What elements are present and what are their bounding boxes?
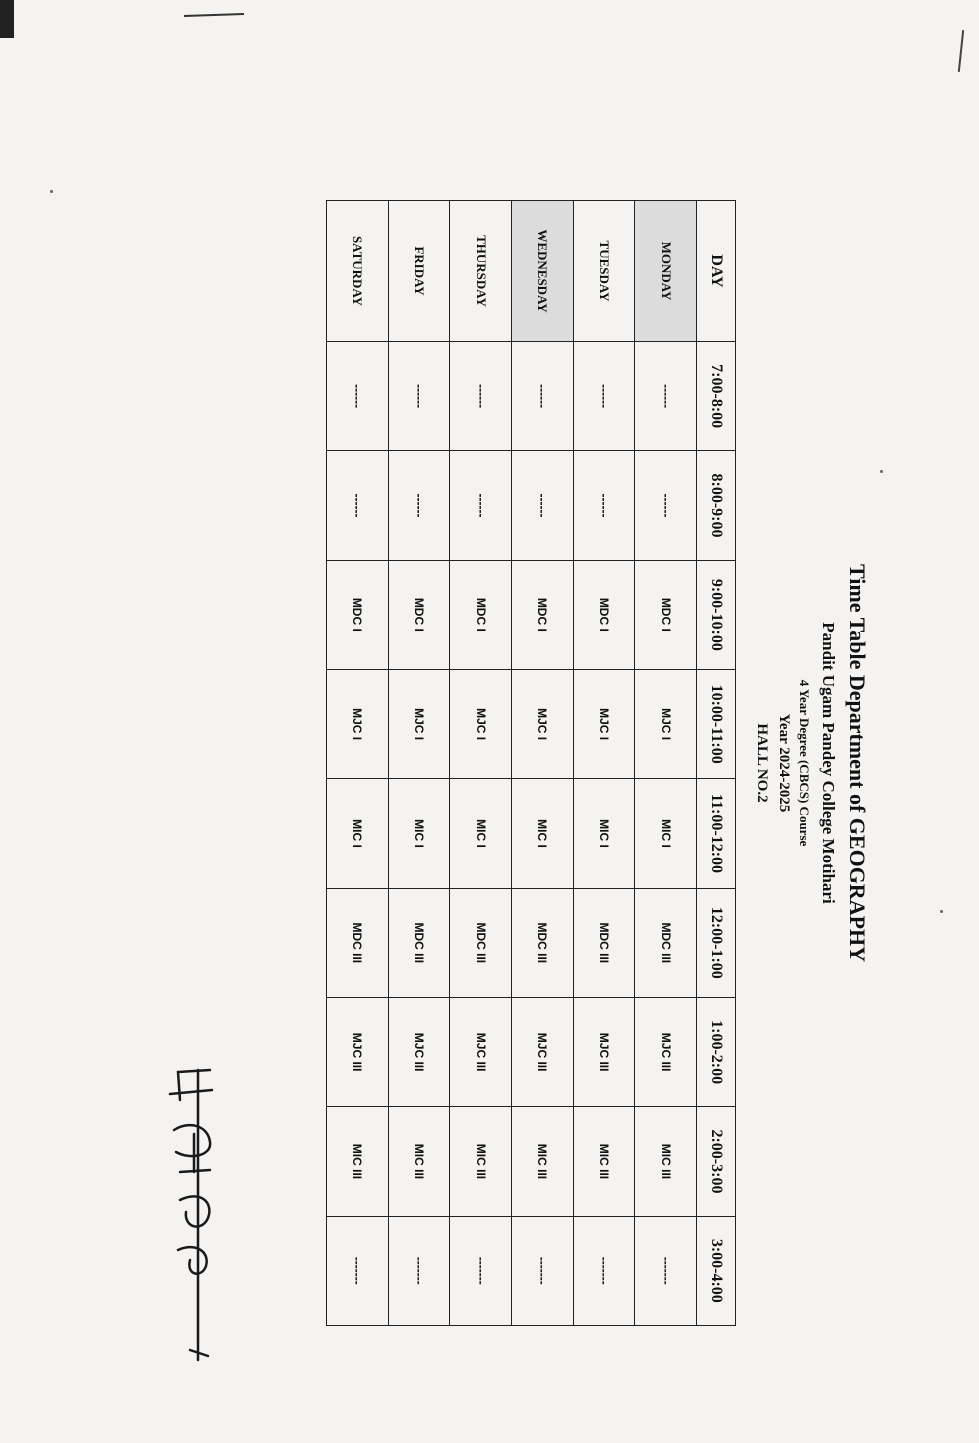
- table-cell: -------: [327, 1216, 389, 1325]
- table-cell: MIC III: [512, 1107, 574, 1216]
- table-cell: ------: [512, 342, 574, 451]
- table-cell: MIC I: [573, 779, 635, 888]
- column-header: 3:00-4:00: [697, 1216, 736, 1325]
- timetable-sheet: [326, 200, 876, 1326]
- day-cell: THURSDAY: [450, 201, 512, 342]
- table-cell: MJC III: [573, 997, 635, 1106]
- column-header: 11:00-12:00: [697, 779, 736, 888]
- speck: [880, 470, 883, 473]
- table-cell: MDC III: [388, 888, 450, 997]
- column-header: 9:00-10:00: [697, 560, 736, 669]
- column-header: 1:00-2:00: [697, 997, 736, 1106]
- table-cell: ------: [388, 451, 450, 560]
- table-row: [635, 201, 697, 1326]
- table-cell: MJC I: [450, 669, 512, 778]
- timetable: [326, 200, 736, 1326]
- table-row: [512, 201, 574, 1326]
- table-cell: MDC III: [327, 888, 389, 997]
- column-header: 10:00-11:00: [697, 669, 736, 778]
- speck: [50, 190, 53, 193]
- table-cell: MDC I: [388, 560, 450, 669]
- table-cell: MJC I: [635, 669, 697, 778]
- table-cell: MJC I: [512, 669, 574, 778]
- pen-mark: [184, 13, 244, 17]
- table-cell: MDC III: [512, 888, 574, 997]
- column-header: 7:00-8:00: [697, 342, 736, 451]
- table-cell: MIC III: [450, 1107, 512, 1216]
- table-cell: ------: [512, 451, 574, 560]
- course-name: 4 Year Degree (CBCS) Course: [797, 679, 812, 847]
- academic-year: Year 2024-2025: [776, 713, 792, 813]
- college-name: Pandit Ugam Pandey College Motihari: [819, 622, 838, 904]
- table-row: [388, 201, 450, 1326]
- speck: [940, 910, 943, 913]
- header-row: [697, 201, 736, 1326]
- hall-number: HALL NO.2: [754, 723, 770, 803]
- table-cell: MDC III: [450, 888, 512, 997]
- day-cell: WEDNESDAY: [512, 201, 574, 342]
- table-cell: MDC III: [573, 888, 635, 997]
- table-cell: -------: [635, 1216, 697, 1325]
- table-cell: MIC I: [388, 779, 450, 888]
- table-cell: MJC I: [573, 669, 635, 778]
- day-cell: FRIDAY: [388, 201, 450, 342]
- table-cell: MDC I: [635, 560, 697, 669]
- scan-edge-mark: [0, 0, 14, 38]
- handwritten-signature: [150, 1060, 240, 1380]
- table-cell: MDC III: [635, 888, 697, 997]
- table-cell: MJC III: [635, 997, 697, 1106]
- table-cell: ------: [327, 451, 389, 560]
- table-cell: MJC I: [327, 669, 389, 778]
- table-cell: ------: [635, 451, 697, 560]
- table-cell: MIC I: [450, 779, 512, 888]
- table-cell: -------: [573, 1216, 635, 1325]
- table-cell: ------: [450, 451, 512, 560]
- document-title: Time Table Department of GEOGRAPHY: [845, 563, 870, 963]
- table-cell: MIC I: [327, 779, 389, 888]
- table-cell: MIC III: [388, 1107, 450, 1216]
- table-cell: MJC III: [450, 997, 512, 1106]
- table-row: [573, 201, 635, 1326]
- table-cell: MIC III: [635, 1107, 697, 1216]
- table-cell: MIC III: [327, 1107, 389, 1216]
- table-cell: MIC III: [573, 1107, 635, 1216]
- column-header: 12:00-1:00: [697, 888, 736, 997]
- column-header: 8:00-9:00: [697, 451, 736, 560]
- column-header: 2:00-3:00: [697, 1107, 736, 1216]
- table-cell: MJC III: [388, 997, 450, 1106]
- table-row: [327, 201, 389, 1326]
- table-cell: ------: [573, 342, 635, 451]
- table-cell: MDC I: [512, 560, 574, 669]
- table-cell: -------: [512, 1216, 574, 1325]
- table-cell: MDC I: [450, 560, 512, 669]
- day-cell: TUESDAY: [573, 201, 635, 342]
- pen-mark: [958, 30, 964, 72]
- table-cell: ------: [573, 451, 635, 560]
- table-cell: ------: [635, 342, 697, 451]
- table-cell: ------: [450, 342, 512, 451]
- column-header: DAY: [697, 201, 736, 342]
- table-cell: ------: [388, 342, 450, 451]
- table-cell: ------: [327, 342, 389, 451]
- day-cell: MONDAY: [635, 201, 697, 342]
- table-cell: MJC I: [388, 669, 450, 778]
- table-cell: MJC III: [512, 997, 574, 1106]
- table-cell: -------: [450, 1216, 512, 1325]
- table-row: [450, 201, 512, 1326]
- table-cell: -------: [388, 1216, 450, 1325]
- table-cell: MDC I: [327, 560, 389, 669]
- table-cell: MDC I: [573, 560, 635, 669]
- table-cell: MIC I: [512, 779, 574, 888]
- table-cell: MIC I: [635, 779, 697, 888]
- day-cell: SATURDAY: [327, 201, 389, 342]
- table-cell: MJC III: [327, 997, 389, 1106]
